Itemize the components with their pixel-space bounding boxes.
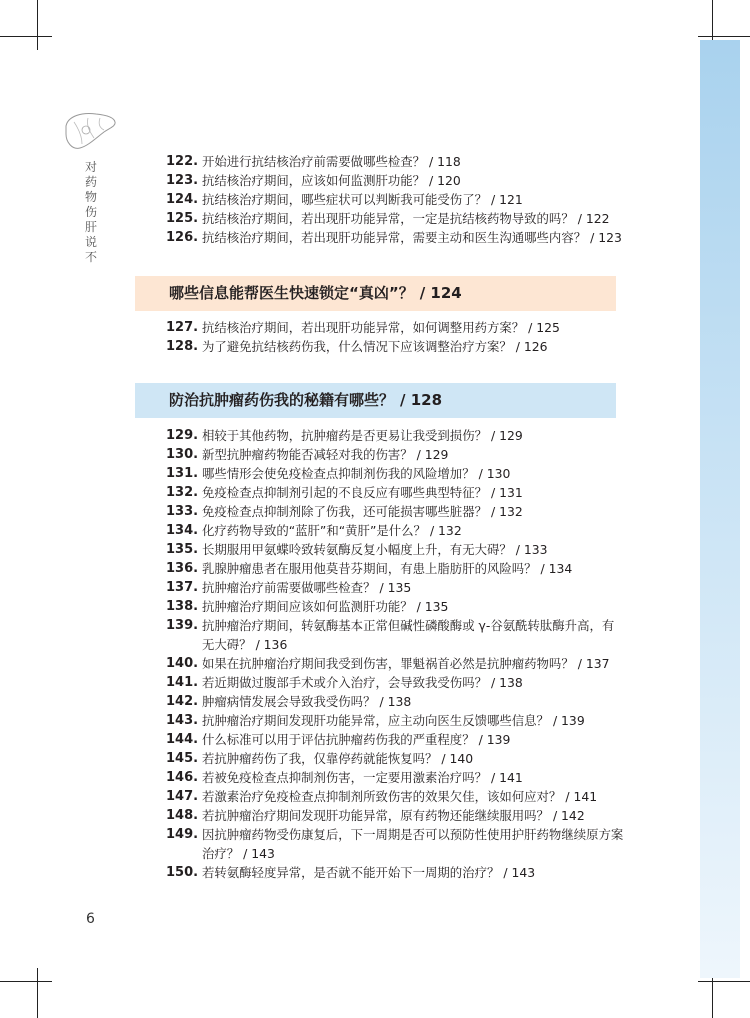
entry-page: / 138	[379, 694, 412, 709]
entry-number: 124.	[166, 192, 199, 207]
entry-number: 150.	[166, 865, 199, 880]
toc-entry[interactable]	[166, 806, 626, 825]
toc-entry[interactable]	[166, 559, 626, 578]
toc-entry[interactable]	[166, 426, 626, 445]
entry-text: 若被免疫检查点抑制剂伤害，一定要用激素治疗吗？	[202, 770, 487, 785]
entry-text: 若抗肿瘤药伤了我，仅靠停药就能恢复吗？	[202, 751, 438, 766]
section-title: 防治抗肿瘤药伤我的秘籍有哪些？	[169, 391, 395, 409]
toc-entry[interactable]	[166, 768, 626, 787]
entry-text: 抗肿瘤治疗期间应该如何监测肝功能？	[202, 599, 413, 614]
entry-number: 136.	[166, 561, 199, 576]
entry-number: 140.	[166, 656, 199, 671]
toc-entry[interactable]	[166, 521, 626, 540]
toc-entry[interactable]	[166, 730, 626, 749]
entry-page: / 118	[429, 154, 461, 169]
crop-mark	[698, 981, 750, 982]
entry-page: / 129	[416, 447, 449, 462]
toc-entry[interactable]	[166, 863, 626, 882]
entry-text: 抗结核治疗期间，哪些症状可以判断我可能受伤了？	[202, 192, 487, 207]
book-title-char: 肝	[84, 220, 97, 234]
entry-number: 125.	[166, 211, 199, 226]
toc-entry[interactable]	[166, 228, 626, 247]
entry-text: 为了避免抗结核药伤我，什么情况下应该调整治疗方案？	[202, 339, 512, 354]
entry-text: 抗结核治疗期间，若出现肝功能异常，一定是抗结核药物导致的吗？	[202, 211, 574, 226]
entry-number: 134.	[166, 523, 199, 538]
entry-number: 139.	[166, 618, 199, 633]
entry-text: 长期服用甲氨蝶呤致转氨酶反复小幅度上升，有无大碍？	[202, 542, 512, 557]
crop-mark	[0, 981, 52, 982]
entry-number: 145.	[166, 751, 199, 766]
entry-page: / 139	[552, 713, 585, 728]
toc-entry[interactable]	[166, 711, 626, 730]
toc-entry[interactable]	[166, 692, 626, 711]
entry-page: / 131	[490, 485, 523, 500]
entry-text: 免疫检查点抑制剂除了伤我，还可能损害哪些脏器？	[202, 504, 487, 519]
entry-number: 146.	[166, 770, 199, 785]
entry-page: / 135	[416, 599, 449, 614]
toc-entry[interactable]	[166, 787, 626, 806]
side-color-bar	[700, 40, 740, 978]
entry-number: 131.	[166, 466, 199, 481]
entry-text: 免疫检查点抑制剂引起的不良反应有哪些典型特征？	[202, 485, 487, 500]
entry-number: 123.	[166, 173, 199, 188]
crop-mark	[37, 0, 38, 50]
entry-text: 抗结核治疗期间，应该如何监测肝功能？	[202, 173, 426, 188]
toc-entry[interactable]	[166, 502, 626, 521]
entry-page: / 130	[478, 466, 511, 481]
toc-list	[166, 152, 626, 247]
toc-list	[166, 426, 626, 882]
entry-number: 129.	[166, 428, 199, 443]
section-header[interactable]	[135, 383, 616, 418]
entry-page: / 137	[577, 656, 610, 671]
entry-page: / 126	[515, 339, 548, 354]
entry-text: 如果在抗肿瘤治疗期间我受到伤害，罪魁祸首必然是抗肿瘤药物吗？	[202, 656, 574, 671]
entry-number: 143.	[166, 713, 199, 728]
entry-page: / 143	[243, 846, 275, 861]
entry-text: 抗结核治疗期间，若出现肝功能异常，需要主动和医生沟通哪些内容？	[202, 230, 587, 245]
entry-number: 122.	[166, 154, 199, 169]
crop-mark	[698, 36, 750, 37]
toc-entry[interactable]	[166, 190, 626, 209]
toc-entry[interactable]	[166, 483, 626, 502]
entry-text: 抗肿瘤治疗期间发现肝功能异常，应主动向医生反馈哪些信息？	[202, 713, 549, 728]
entry-number: 144.	[166, 732, 199, 747]
entry-text: 若近期做过腹部手术或介入治疗，会导致我受伤吗？	[202, 675, 487, 690]
crop-mark	[0, 36, 52, 37]
section-page: / 128	[400, 391, 443, 409]
toc-entry[interactable]	[166, 152, 626, 171]
entry-page: / 120	[429, 173, 461, 188]
entry-page: / 142	[552, 808, 585, 823]
entry-text: 若激素治疗免疫检查点抑制剂所致伤害的效果欠佳，该如何应对？	[202, 789, 562, 804]
entry-text: 若转氨酶轻度异常，是否就不能开始下一周期的治疗？	[202, 865, 500, 880]
toc-entry[interactable]	[166, 578, 626, 597]
crop-mark	[37, 968, 38, 1018]
entry-page: / 133	[515, 542, 548, 557]
entry-text: 化疗药物导致的“蓝肝”和“黄肝”是什么？	[202, 523, 426, 538]
book-title-char: 说	[84, 235, 97, 249]
entry-text: 哪些情形会使免疫检查点抑制剂伤我的风险增加？	[202, 466, 475, 481]
entry-text: 相较于其他药物，抗肿瘤药是否更易让我受到损伤？	[202, 428, 487, 443]
entry-text: 肿瘤病情发展会导致我受伤吗？	[202, 694, 376, 709]
book-title-vertical	[84, 160, 98, 265]
book-title-char: 药	[84, 175, 97, 189]
page-number: 6	[86, 911, 95, 927]
toc-entry[interactable]	[166, 318, 626, 337]
entry-number: 148.	[166, 808, 199, 823]
entry-page: / 132	[429, 523, 462, 538]
entry-number: 138.	[166, 599, 199, 614]
entry-text: 若抗肿瘤治疗期间发现肝功能异常，原有药物还能继续服用吗？	[202, 808, 549, 823]
toc-entry[interactable]	[166, 616, 626, 654]
toc-entry[interactable]	[166, 540, 626, 559]
entry-number: 142.	[166, 694, 199, 709]
entry-page: / 141	[490, 770, 523, 785]
book-title-char: 对	[84, 160, 97, 174]
entry-page: / 135	[379, 580, 412, 595]
entry-page: / 121	[490, 192, 523, 207]
entry-text: 乳腺肿瘤患者在服用他莫昔芬期间，有患上脂肪肝的风险吗？	[202, 561, 537, 576]
toc-entry[interactable]	[166, 171, 626, 190]
entry-text: 抗结核治疗期间，若出现肝功能异常，如何调整用药方案？	[202, 320, 525, 335]
liver-icon	[60, 108, 118, 152]
entry-page: / 143	[503, 865, 536, 880]
toc-entry[interactable]	[166, 464, 626, 483]
entry-page: / 129	[490, 428, 523, 443]
entry-number: 126.	[166, 230, 199, 245]
section-title: 哪些信息能帮医生快速锁定“真凶”？	[169, 284, 414, 302]
entry-text: 什么标准可以用于评估抗肿瘤药伤我的严重程度？	[202, 732, 475, 747]
entry-page: / 134	[540, 561, 573, 576]
entry-number: 133.	[166, 504, 199, 519]
entry-page: / 136	[255, 637, 288, 652]
entry-number: 130.	[166, 447, 199, 462]
entry-number: 147.	[166, 789, 199, 804]
toc-entry[interactable]	[166, 749, 626, 768]
book-title-char: 不	[84, 250, 97, 264]
entry-page: / 125	[528, 320, 560, 335]
entry-number: 141.	[166, 675, 199, 690]
toc-entry[interactable]	[166, 654, 626, 673]
entry-page: / 138	[490, 675, 523, 690]
entry-page: / 140	[441, 751, 474, 766]
section-page: / 124	[419, 284, 462, 302]
toc-entry[interactable]	[166, 673, 626, 692]
book-title-char: 物	[84, 190, 97, 204]
entry-text: 抗肿瘤治疗前需要做哪些检查？	[202, 580, 376, 595]
toc-entry[interactable]	[166, 337, 626, 356]
entry-text: 开始进行抗结核治疗前需要做哪些检查？	[202, 154, 426, 169]
entry-text: 抗肿瘤治疗期间，转氨酶基本正常但碱性磷酸酶或 γ-谷氨酰转肽酶升高，有无大碍？	[202, 618, 615, 652]
entry-number: 149.	[166, 827, 199, 842]
entry-page: / 139	[478, 732, 511, 747]
toc-entry[interactable]	[166, 209, 626, 228]
section-header[interactable]	[135, 276, 616, 311]
entry-page: / 132	[490, 504, 523, 519]
entry-number: 135.	[166, 542, 199, 557]
toc-list	[166, 318, 626, 356]
toc-entry[interactable]	[166, 445, 626, 464]
entry-number: 137.	[166, 580, 199, 595]
toc-entry[interactable]	[166, 597, 626, 616]
entry-text: 因抗肿瘤药物受伤康复后，下一周期是否可以预防性使用护肝药物继续原方案治疗？	[202, 827, 624, 861]
book-title-char: 伤	[84, 205, 97, 219]
entry-page: / 123	[590, 230, 622, 245]
entry-number: 132.	[166, 485, 199, 500]
entry-text: 新型抗肿瘤药物能否减轻对我的伤害？	[202, 447, 413, 462]
entry-number: 128.	[166, 339, 199, 354]
entry-number: 127.	[166, 320, 199, 335]
toc-entry[interactable]	[166, 825, 626, 863]
entry-page: / 122	[577, 211, 610, 226]
entry-page: / 141	[565, 789, 598, 804]
